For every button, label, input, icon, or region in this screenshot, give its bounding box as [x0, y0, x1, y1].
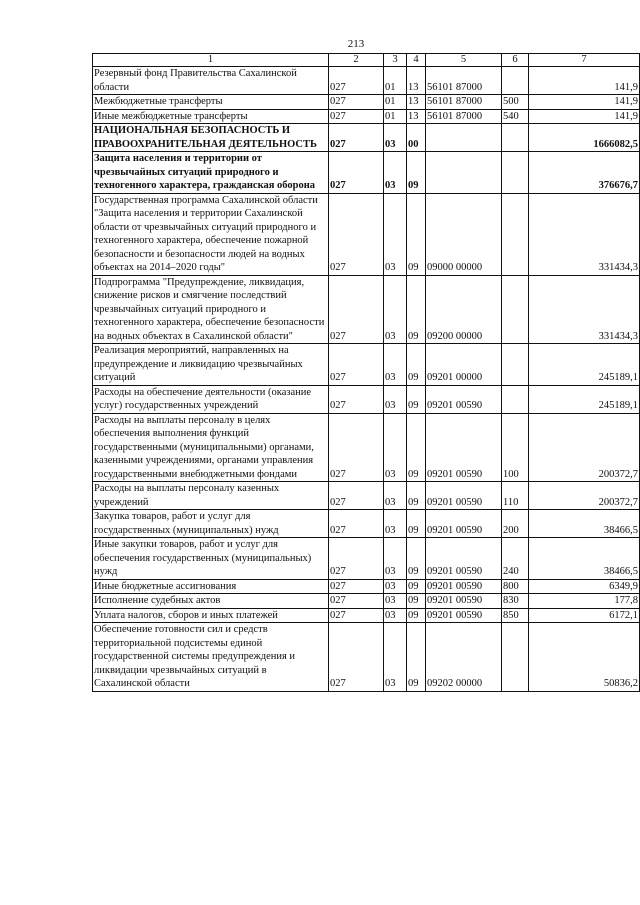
table-row: [93, 413, 640, 482]
subsection-code-cell: 09: [407, 608, 426, 623]
target-article-cell: 56101 87000: [426, 109, 502, 124]
section-code-cell: 03: [384, 579, 407, 594]
target-article-cell: 09000 00000: [426, 193, 502, 275]
budget-table: [92, 53, 640, 692]
section-code-cell: 03: [384, 344, 407, 386]
header-row: [93, 54, 640, 67]
table-row: [93, 510, 640, 538]
amount-cell: 6349,9: [529, 579, 640, 594]
amount-cell: 141,9: [529, 95, 640, 110]
row-name-cell: Реализация мероприятий, направленных на предупреждение и ликвидацию чрезвычайных ситуаций: [93, 344, 329, 386]
subsection-code-cell: 00: [407, 124, 426, 152]
amount-cell: 141,9: [529, 109, 640, 124]
table-row: [93, 124, 640, 152]
subsection-code-cell: 09: [407, 594, 426, 609]
target-article-cell: 09201 00590: [426, 594, 502, 609]
expense-type-cell: 800: [502, 579, 529, 594]
target-article-cell: 56101 87000: [426, 67, 502, 95]
admin-code-cell: 027: [329, 275, 384, 344]
subsection-code-cell: 09: [407, 385, 426, 413]
admin-code-cell: 027: [329, 594, 384, 609]
header-cell: 4: [407, 54, 426, 67]
row-name-cell: Закупка товаров, работ и услуг для государственных (муниципальных) нужд: [93, 510, 329, 538]
table-row: [93, 193, 640, 275]
subsection-code-cell: 09: [407, 193, 426, 275]
expense-type-cell: 830: [502, 594, 529, 609]
expense-type-cell: [502, 275, 529, 344]
section-code-cell: 03: [384, 193, 407, 275]
target-article-cell: 09201 00590: [426, 482, 502, 510]
subsection-code-cell: 09: [407, 538, 426, 580]
amount-cell: 38466,5: [529, 538, 640, 580]
table-row: [93, 608, 640, 623]
amount-cell: 6172,1: [529, 608, 640, 623]
admin-code-cell: 027: [329, 538, 384, 580]
admin-code-cell: 027: [329, 67, 384, 95]
table-row: [93, 538, 640, 580]
table-row: [93, 344, 640, 386]
row-name-cell: Расходы на выплаты персоналу казенных учреждений: [93, 482, 329, 510]
section-code-cell: 03: [384, 275, 407, 344]
expense-type-cell: [502, 385, 529, 413]
admin-code-cell: 027: [329, 510, 384, 538]
section-code-cell: 03: [384, 482, 407, 510]
table-row: [93, 275, 640, 344]
amount-cell: 1666082,5: [529, 124, 640, 152]
row-name-cell: Подпрограмма "Предупреждение, ликвидация, снижение рисков и смягчение последствий чрезвычайных ситуаций природного и техногенного характера, обеспечение безопасности на водных объектах в Сахалинской области": [93, 275, 329, 344]
subsection-code-cell: 09: [407, 579, 426, 594]
amount-cell: 141,9: [529, 67, 640, 95]
table-row: [93, 482, 640, 510]
amount-cell: 245189,1: [529, 385, 640, 413]
target-article-cell: 09201 00590: [426, 579, 502, 594]
row-name-cell: Государственная программа Сахалинской области "Защита населения и территории Сахалинской области от чрезвычайных ситуаций природного и техногенного характера, обеспечение пожарной безопасности и безопасности людей на водных объектах на 2014–2020 годы": [93, 193, 329, 275]
subsection-code-cell: 09: [407, 152, 426, 194]
target-article-cell: 09201 00590: [426, 510, 502, 538]
admin-code-cell: 027: [329, 344, 384, 386]
section-code-cell: 03: [384, 510, 407, 538]
admin-code-cell: 027: [329, 385, 384, 413]
section-code-cell: 03: [384, 152, 407, 194]
expense-type-cell: 850: [502, 608, 529, 623]
row-name-cell: Иные межбюджетные трансферты: [93, 109, 329, 124]
target-article-cell: [426, 124, 502, 152]
table-row: [93, 67, 640, 95]
header-cell: 1: [93, 54, 329, 67]
expense-type-cell: 110: [502, 482, 529, 510]
header-cell: 5: [426, 54, 502, 67]
table-row: [93, 623, 640, 692]
row-name-cell: НАЦИОНАЛЬНАЯ БЕЗОПАСНОСТЬ И ПРАВООХРАНИТЕЛЬНАЯ ДЕЯТЕЛЬНОСТЬ: [93, 124, 329, 152]
section-code-cell: 03: [384, 124, 407, 152]
section-code-cell: 03: [384, 538, 407, 580]
table-row: [93, 95, 640, 110]
admin-code-cell: 027: [329, 413, 384, 482]
row-name-cell: Обеспечение готовности сил и средств территориальной подсистемы единой государственной системы предупреждения и ликвидации чрезвычайных ситуаций в Сахалинской области: [93, 623, 329, 692]
subsection-code-cell: 13: [407, 95, 426, 110]
admin-code-cell: 027: [329, 193, 384, 275]
expense-type-cell: [502, 344, 529, 386]
row-name-cell: Резервный фонд Правительства Сахалинской области: [93, 67, 329, 95]
row-name-cell: Межбюджетные трансферты: [93, 95, 329, 110]
amount-cell: 331434,3: [529, 275, 640, 344]
amount-cell: 376676,7: [529, 152, 640, 194]
admin-code-cell: 027: [329, 608, 384, 623]
target-article-cell: 09201 00000: [426, 344, 502, 386]
section-code-cell: 03: [384, 413, 407, 482]
expense-type-cell: [502, 193, 529, 275]
expense-type-cell: 240: [502, 538, 529, 580]
table-row: [93, 579, 640, 594]
admin-code-cell: 027: [329, 95, 384, 110]
subsection-code-cell: 09: [407, 413, 426, 482]
header-cell: 3: [384, 54, 407, 67]
expense-type-cell: 200: [502, 510, 529, 538]
admin-code-cell: 027: [329, 482, 384, 510]
amount-cell: 177,8: [529, 594, 640, 609]
target-article-cell: 09201 00590: [426, 538, 502, 580]
subsection-code-cell: 09: [407, 482, 426, 510]
row-name-cell: Расходы на выплаты персоналу в целях обеспечения выполнения функций государственными (муниципальными) органами, казенными учреждениями, органами управления государственными внебюджетными фондами: [93, 413, 329, 482]
target-article-cell: 09201 00590: [426, 385, 502, 413]
amount-cell: 200372,7: [529, 482, 640, 510]
amount-cell: 50836,2: [529, 623, 640, 692]
expense-type-cell: [502, 67, 529, 95]
admin-code-cell: 027: [329, 109, 384, 124]
row-name-cell: Иные закупки товаров, работ и услуг для обеспечения государственных (муниципальных) нужд: [93, 538, 329, 580]
expense-type-cell: 500: [502, 95, 529, 110]
section-code-cell: 03: [384, 594, 407, 609]
table-row: [93, 152, 640, 194]
target-article-cell: 09200 00000: [426, 275, 502, 344]
row-name-cell: Уплата налогов, сборов и иных платежей: [93, 608, 329, 623]
expense-type-cell: 100: [502, 413, 529, 482]
amount-cell: 38466,5: [529, 510, 640, 538]
header-cell: 2: [329, 54, 384, 67]
admin-code-cell: 027: [329, 579, 384, 594]
section-code-cell: 01: [384, 95, 407, 110]
section-code-cell: 03: [384, 608, 407, 623]
subsection-code-cell: 09: [407, 344, 426, 386]
subsection-code-cell: 13: [407, 109, 426, 124]
subsection-code-cell: 09: [407, 275, 426, 344]
section-code-cell: 03: [384, 385, 407, 413]
table-row: [93, 109, 640, 124]
row-name-cell: Иные бюджетные ассигнования: [93, 579, 329, 594]
header-cell: 7: [529, 54, 640, 67]
row-name-cell: Исполнение судебных актов: [93, 594, 329, 609]
row-name-cell: Расходы на обеспечение деятельности (оказание услуг) государственных учреждений: [93, 385, 329, 413]
table-row: [93, 385, 640, 413]
target-article-cell: 09202 00000: [426, 623, 502, 692]
expense-type-cell: [502, 623, 529, 692]
header-cell: 6: [502, 54, 529, 67]
amount-cell: 200372,7: [529, 413, 640, 482]
table-row: [93, 594, 640, 609]
target-article-cell: 09201 00590: [426, 608, 502, 623]
subsection-code-cell: 09: [407, 623, 426, 692]
amount-cell: 245189,1: [529, 344, 640, 386]
section-code-cell: 03: [384, 623, 407, 692]
section-code-cell: 01: [384, 67, 407, 95]
admin-code-cell: 027: [329, 152, 384, 194]
target-article-cell: 56101 87000: [426, 95, 502, 110]
section-code-cell: 01: [384, 109, 407, 124]
target-article-cell: 09201 00590: [426, 413, 502, 482]
expense-type-cell: [502, 124, 529, 152]
admin-code-cell: 027: [329, 623, 384, 692]
target-article-cell: [426, 152, 502, 194]
page-number: 213: [347, 38, 365, 50]
amount-cell: 331434,3: [529, 193, 640, 275]
row-name-cell: Защита населения и территории от чрезвычайных ситуаций природного и техногенного характера, гражданская оборона: [93, 152, 329, 194]
subsection-code-cell: 13: [407, 67, 426, 95]
admin-code-cell: 027: [329, 124, 384, 152]
subsection-code-cell: 09: [407, 510, 426, 538]
expense-type-cell: [502, 152, 529, 194]
expense-type-cell: 540: [502, 109, 529, 124]
